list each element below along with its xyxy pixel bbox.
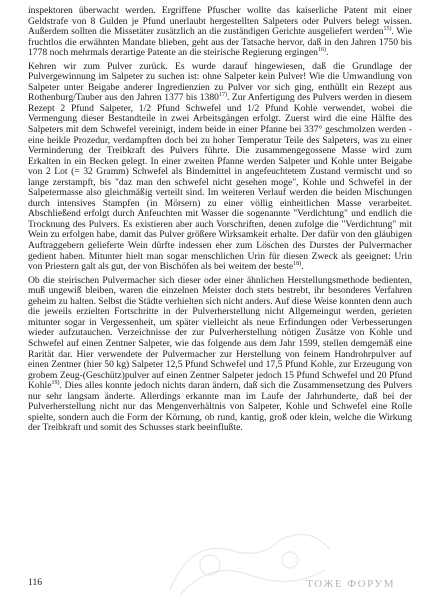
paragraph-1-tail: . Wie fruchtlos die erwähnten Mandate blieben, geht aus der Tatsache hervor, daß in den Jahren 1750 bis 1778 noch mehrmals derartige Patente an die steirische Regierung ergingen: [28, 26, 412, 59]
paragraph-1-end: .: [325, 47, 329, 59]
page-number: 116: [28, 577, 43, 588]
footnote-ref: 19): [51, 379, 60, 386]
paragraph-2-text: Kehren wir zum Pulver zurück. Es wurde darauf hingewiesen, daß die Grundlage der Pulvergewinnung im Salpeter zu suchen ist: ohne Salpeter kein Pulver! Wie die Umwandlung von Salpeter unter Beigabe anderer Ingredienzien zu Pulver vor sich ging, enthüllt ein Rezept aus Rothenburg/Tauber aus den Jahren 1377 bis 1380: [28, 60, 412, 104]
paragraph-3-text: Ob die steirischen Pulvermacher sich dieser oder einer ähnlichen Herstellungsmethode bedienten, muß ungewiß bleiben, waren die einzelnen Meister doch stets bestrebt, ihr besonderes Verfahren geheim zu halten. Selbst die Städte verhielten sich nicht anders. Auf diese Weise konnten denn auch die jeweils erzielten Fortschritte in der Pulverherstellung nicht Allgemeingut werden, gerieten mitunter sogar in Vergessenheit, um später vielleicht als neue Erfindungen oder Verbesserungen wieder aufzutauchen. Verzeichnisse der zur Pulverherstellung nötigen Zusätze von Kohle und Schwefel auf einen Zentner Salpeter, wie das folgende aus dem Jahr 1599, stellen demgemäß eine Rarität dar. Hier verwendete der Pulvermacher zur Herstellung von feinem Handrohrpulver auf einen Zentner (hier 50 kg) Salpeter 12,5 Pfund Schwefel und 17,5 Pfund Kohle, zur Erzeugung von grobem Zeug-(Geschütz)pulver auf einen Zentner Salpeter jedoch 15 Pfund Schwefel und 20 Pfund Kohle: [28, 274, 412, 392]
paragraph-3-tail: . Dies alles konnte jedoch nichts daran ändern, daß sich die Zusammensetzung des Pulvers nur sehr langsam änderte. Allerdings erkannte man im Laufe der Jahrhunderte, daß bei der Pulverherstellung nicht nur das Mengenverhältnis von Salpeter, Kohle und Schwefel eine Rolle spielte, sondern auch die Form der Körnung, ob rund, kantig, groß oder klein, welche die Wirkung der Treibkraft und somit des Schusses stark beeinflußte.: [28, 380, 412, 434]
paragraph-3: [28, 276, 412, 434]
paragraph-1: [28, 6, 412, 59]
paragraph-2-tail: . Zur Anfertigung des Pulvers werden in diesem Rezept 2 Pfund Salpeter, 1/2 Pfund Schwefel und 1/2 Pfund Kohle verwendet, wobei die Vermengung dieser Bestandteile in zwei Arbeitsgängen erfolgt. Zuerst wird die eine Hälfte des Salpeters mit dem Schwefel vereinigt, indem beide in einer Pfanne bei 337° geschmolzen werden - eine heikle Prozedur, verdampften doch bei zu hoher Temperatur Teile des Salpeters, was zu einer Verminderung der Treibkraft des Pulvers führte. Die zusammengegossene Masse wird zum Erkalten in ein Becken gelegt. In einer zweiten Pfanne werden Salpeter und Kohle unter Beigabe von 2 Lot (= 32 Gramm) Schwefel als Bindemittel in angefeuchtetem Zustand vermischt und so lange zerstampft, bis "daz man den schwefel nicht gesehen moge", Kohle und Schwefel in der Salpetermasse also gleichmäßig verteilt sind. Im weiteren Verlauf werden die beiden Mischungen durch intensives Stampfen (in Mörsern) zu einer völlig einheitlichen Masse verarbeitet. Abschließend erfolgt durch Anfeuchten mit Wasser die sogenannte "Verdichtung" und endlich die Trocknung des Pulvers. Es existieren aber auch Vorschriften, denen zufolge die "Verdichtung" mit Wein zu erfolgen habe, damit das Pulver größere Wirksamkeit erhalte. Der dafür von den gläubigen Auftraggebern gelieferte Wein dürfte indessen eher zum Löschen des Durstes der Pulvermacher gedient haben. Mitunter hielt man sogar menschlichen Urin für diesen Zweck als geeignet: Urin von Priestern galt als gut, der von Bischöfen als bei weitem der beste: [28, 92, 412, 273]
footnote-ref: 15): [383, 25, 392, 32]
paragraph-2: [28, 62, 412, 273]
footnote-ref: 18): [293, 260, 302, 267]
footnote-ref: 17): [218, 92, 227, 99]
paragraph-2-end: .: [301, 261, 304, 273]
watermark-text: ТОЖЕ ФОРУМ: [306, 578, 395, 590]
book-page: [28, 6, 412, 434]
footnote-ref: 16): [317, 47, 326, 53]
paragraph-1-text: inspektoren überwacht werden. Ergriffene Pfuscher wollte das kaiserliche Patent mit einer Geldstrafe von 8 Gulden je Pfund unerlaubt hergestellten Salpeters oder Pulvers belegt wissen. Außerdem sollten die Missetäter zusätzlich an die zuständigen Gerichte ausgeliefert werden: [28, 5, 412, 38]
